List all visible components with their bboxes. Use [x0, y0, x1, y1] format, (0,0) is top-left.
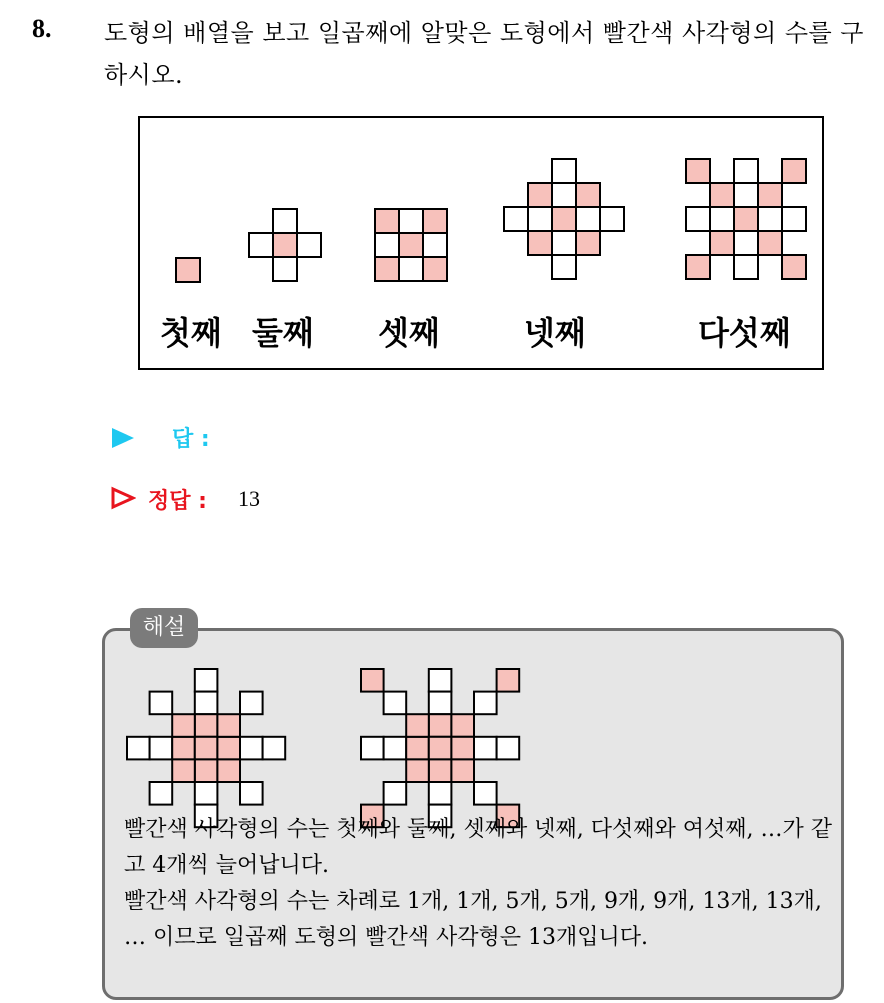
red-square: [399, 233, 423, 257]
white-square: [263, 737, 286, 760]
red-square: [273, 233, 297, 257]
red-square: [576, 183, 600, 207]
explanation-line-1: 빨간색 사각형의 수는 첫째와 둘째, 셋째와 넷째, 다섯째와 여섯째, …가 같고 4개씩 늘어납니다.: [124, 817, 832, 878]
red-square: [423, 257, 447, 281]
white-square: [297, 233, 321, 257]
white-square: [782, 207, 806, 231]
white-square: [361, 737, 384, 760]
red-square: [361, 669, 384, 692]
figure-label-2: 둘째: [252, 314, 314, 352]
white-square: [195, 669, 218, 692]
explanation-figure-1: [126, 668, 286, 828]
white-square: [429, 782, 452, 805]
white-square: [195, 782, 218, 805]
question-number: 8.: [32, 14, 52, 43]
red-square: [782, 159, 806, 183]
red-square: [710, 183, 734, 207]
red-square: [686, 255, 710, 279]
explanation-line-2: 빨간색 사각형의 수는 차례로 1개, 1개, 5개, 5개, 9개, 9개, 13개, 13개, … 이므로 일곱째 도형의 빨간색 사각형은 13개입니다.: [124, 889, 822, 950]
figure-4: [503, 158, 625, 280]
white-square: [686, 207, 710, 231]
figure-5: [685, 158, 807, 280]
red-square: [195, 737, 218, 760]
white-square: [734, 231, 758, 255]
white-square: [240, 692, 263, 715]
answer-label: 답 :: [172, 427, 210, 452]
explanation-figure-2: [360, 668, 520, 828]
figure-3: [374, 208, 448, 282]
red-square: [195, 759, 218, 782]
white-square: [734, 183, 758, 207]
white-square: [273, 209, 297, 233]
red-square: [217, 759, 240, 782]
white-square: [504, 207, 528, 231]
correct-answer-value: 13: [238, 486, 260, 511]
red-square: [758, 183, 782, 207]
white-square: [734, 159, 758, 183]
white-square: [474, 782, 497, 805]
white-square: [384, 692, 407, 715]
white-square: [127, 737, 150, 760]
white-square: [474, 692, 497, 715]
white-square: [528, 207, 552, 231]
white-square: [423, 233, 447, 257]
white-square: [734, 255, 758, 279]
figure-2: [248, 208, 322, 282]
white-square: [576, 207, 600, 231]
red-square: [552, 207, 576, 231]
red-square: [429, 737, 452, 760]
red-square: [176, 258, 200, 282]
red-square: [734, 207, 758, 231]
white-square: [497, 737, 520, 760]
white-square: [249, 233, 273, 257]
red-square: [195, 714, 218, 737]
red-square: [172, 759, 195, 782]
red-square: [429, 714, 452, 737]
red-square: [406, 759, 429, 782]
white-square: [150, 782, 173, 805]
red-square: [782, 255, 806, 279]
red-square: [375, 257, 399, 281]
red-square: [375, 209, 399, 233]
figure-label-1: 첫째: [160, 314, 222, 352]
white-square: [552, 231, 576, 255]
figure-label-3: 셋째: [378, 314, 440, 352]
white-square: [195, 692, 218, 715]
explanation-tab: 해설: [130, 608, 198, 648]
white-square: [758, 207, 782, 231]
white-square: [273, 257, 297, 281]
red-square: [758, 231, 782, 255]
red-square: [710, 231, 734, 255]
white-square: [399, 257, 423, 281]
white-square: [600, 207, 624, 231]
red-square: [217, 737, 240, 760]
red-square: [429, 759, 452, 782]
red-square: [451, 714, 474, 737]
white-square: [240, 782, 263, 805]
red-square: [528, 231, 552, 255]
white-square: [474, 737, 497, 760]
white-square: [375, 233, 399, 257]
red-square: [497, 669, 520, 692]
white-square: [552, 183, 576, 207]
question-text: 도형의 배열을 보고 일곱째에 알맞은 도형에서 빨간색 사각형의 수를 구하시오.: [104, 19, 864, 89]
red-square: [686, 159, 710, 183]
white-square: [384, 782, 407, 805]
figure-label-5: 다섯째: [698, 314, 791, 352]
red-square: [451, 759, 474, 782]
explanation-text: [124, 812, 834, 956]
figure-label-4: 넷째: [524, 314, 586, 352]
correct-answer-label: 정답 :: [148, 489, 207, 514]
red-square: [451, 737, 474, 760]
white-square: [150, 737, 173, 760]
white-square: [399, 209, 423, 233]
red-square: [172, 737, 195, 760]
white-square: [240, 737, 263, 760]
red-square: [528, 183, 552, 207]
white-square: [429, 669, 452, 692]
red-square: [217, 714, 240, 737]
red-square: [172, 714, 195, 737]
white-square: [150, 692, 173, 715]
red-square: [406, 737, 429, 760]
white-square: [710, 207, 734, 231]
red-square: [406, 714, 429, 737]
white-square: [429, 692, 452, 715]
white-square: [552, 159, 576, 183]
red-square: [576, 231, 600, 255]
figure-1: [175, 257, 201, 283]
outline-triangle-icon: [110, 486, 136, 510]
white-square: [384, 737, 407, 760]
filled-triangle-icon: [110, 426, 136, 450]
red-square: [423, 209, 447, 233]
white-square: [552, 255, 576, 279]
